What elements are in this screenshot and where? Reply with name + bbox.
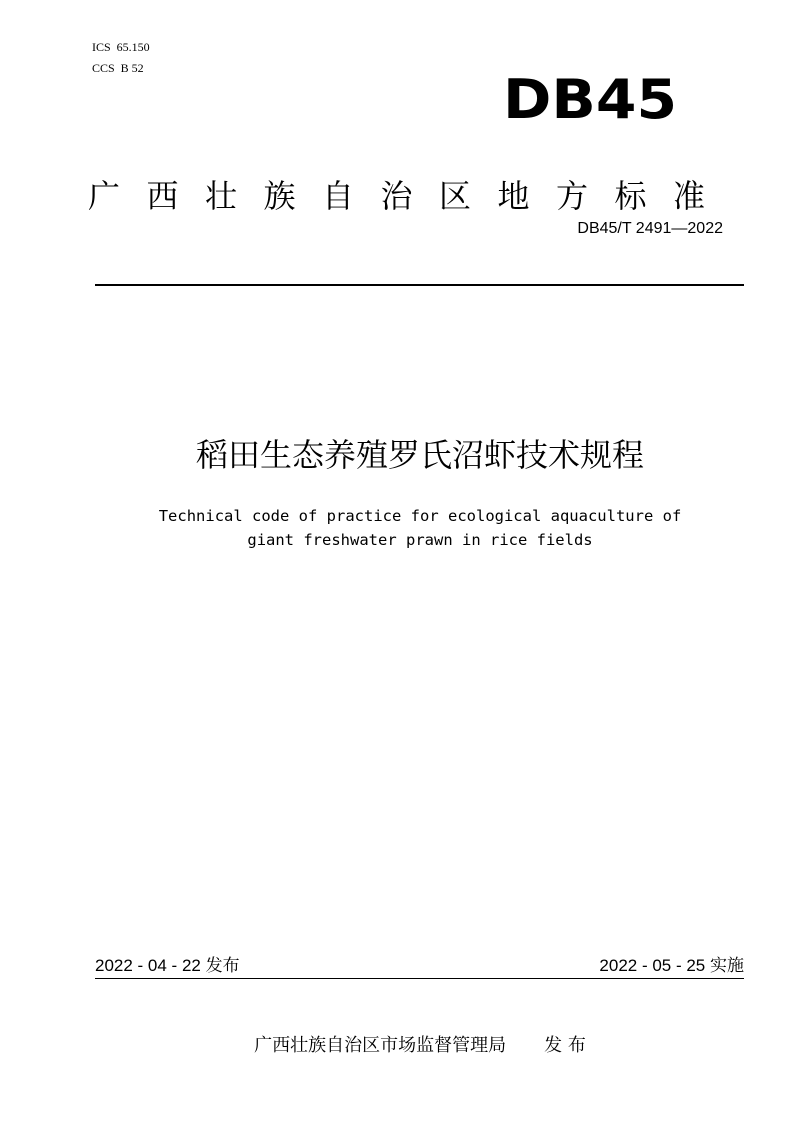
standard-number: DB45/T 2491—2022 <box>577 220 723 237</box>
document-title-chinese: 稻田生态养殖罗氏沼虾技术规程 <box>195 436 644 474</box>
standard-mark: DB45 <box>503 68 678 131</box>
issuer-line <box>0 1034 800 1058</box>
issue-label: 发布 <box>205 956 240 976</box>
issue-date-block <box>95 955 240 977</box>
issuer-name: 广西壮族自治区市场监督管理局 <box>254 1035 507 1056</box>
ics-code: ICS 65.150 <box>92 40 150 54</box>
header-divider <box>95 284 744 286</box>
implement-date: 2022 - 05 - 25 <box>599 956 706 975</box>
ccs-code: CCS B 52 <box>92 61 144 75</box>
document-title-english-line-1: Technical code of practice for ecological aquaculture of <box>158 507 682 525</box>
implement-label: 实施 <box>710 956 744 976</box>
document-title-english-line-2: giant freshwater prawn in rice fields <box>247 531 593 549</box>
issue-date: 2022 - 04 - 22 <box>95 956 201 975</box>
implement-date-block <box>599 955 744 977</box>
footer-divider <box>95 978 744 979</box>
issuer-action: 发 布 <box>544 1035 586 1056</box>
standard-level-title: 广西壮族自治区地方标准 <box>88 177 732 215</box>
